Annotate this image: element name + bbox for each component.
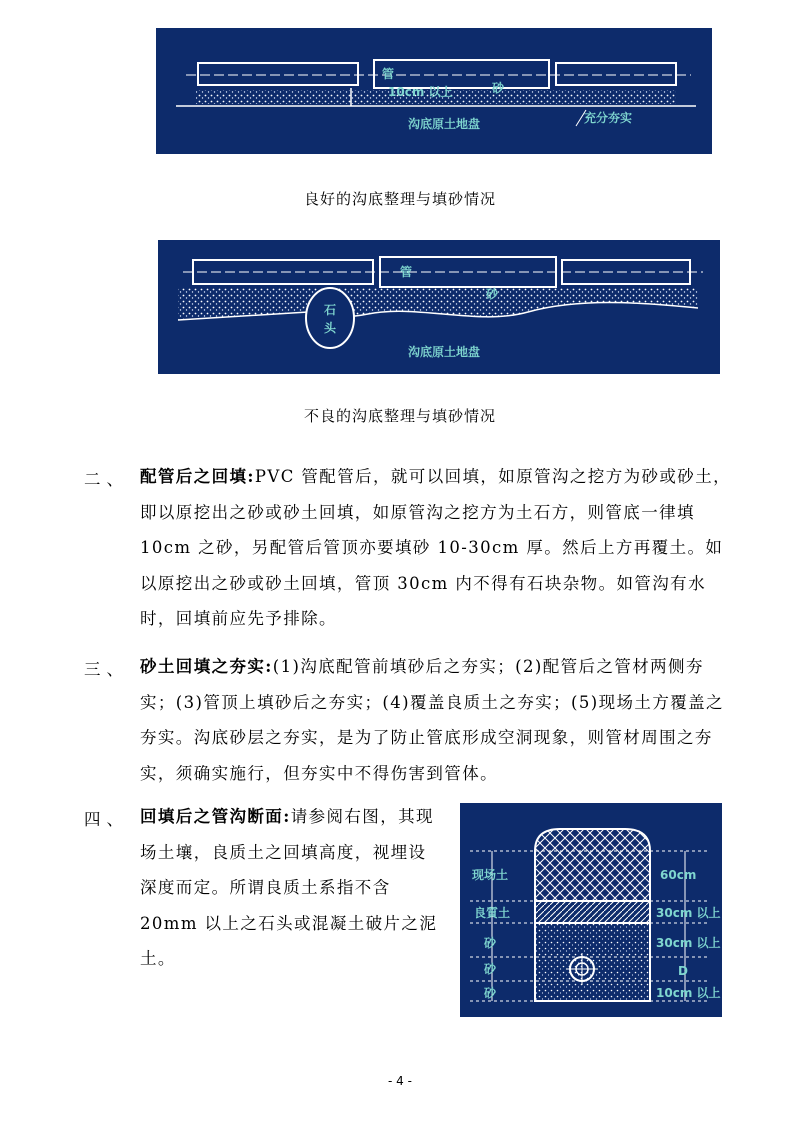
label-compact: 充分夯实 [584,111,633,125]
label-site-soil: 现场土 [472,868,509,882]
section-4-marker: 四、 [84,810,129,829]
section-2-heading: 配管后之回填: [140,467,255,486]
label-30cm-b: 30cm 以上 [656,936,721,950]
cross-section-diagram [460,803,722,1017]
label-sand: 砂 [486,287,499,301]
section-4-heading: 回填后之管沟断面: [140,807,291,826]
pipe-segment-right [556,63,676,85]
section-2-paragraph [140,459,732,637]
caption-poor: 不良的沟底整理与填砂情况 [303,407,496,425]
figure-trench-cross-section [460,803,722,1017]
label-10cm: 10cm 以上 [656,986,721,1000]
label-sand: 砂 [492,81,505,95]
label-good-soil: 良質土 [474,906,511,920]
section-3-marker: 三、 [84,660,129,679]
label-sand-1: 砂 [484,936,497,950]
poor-trench-diagram [158,240,720,374]
good-trench-diagram [156,28,712,154]
section-2-marker: 二、 [84,470,129,489]
section-4-paragraph [140,799,440,977]
label-pipe: 管 [382,67,395,81]
label-ground: 沟底原土地盘 [408,117,481,131]
pipe-segment-middle [374,60,549,88]
label-stone-2: 头 [324,321,337,335]
label-stone-1: 石 [324,303,337,317]
section-2-body: PVC 管配管后，就可以回填，如原管沟之挖方为砂或砂土，即以原挖出之砂或砂土回填，如原管沟之挖方为土石方，则管底一律填 10cm 之砂，另配管后管顶亦要填砂 10-30cm 厚。然后上方再覆土。如以原挖出之砂或砂土回填，管顶 30cm 内不得有石块杂物。如管沟有水时，回填前应先予排除。 [140,467,731,628]
good-soil-layer [535,901,650,923]
section-4-body: 请参阅右图，其现场土壤，良质土之回填高度，视埋设深度而定。所谓良质土系指不含 20mm 以上之石头或混凝土破片之泥土。 [140,807,438,968]
section-3-heading: 砂土回填之夯实: [140,657,273,676]
page-number: - 4 - [388,1074,412,1088]
site-soil-layer [535,829,650,901]
stone [306,288,354,348]
figure-poor-trench [158,240,720,374]
caption-good: 良好的沟底整理与填砂情况 [303,190,496,208]
label-pipe: 管 [400,265,413,279]
figure-good-trench [156,28,712,154]
label-d: D [678,964,688,978]
section-3-body: (1)沟底配管前填砂后之夯实；(2)配管后之管材两侧夯实；(3)管顶上填砂后之夯实；(4)覆盖良质土之夯实；(5)现场土方覆盖之夯实。沟底砂层之夯实，是为了防止管底形成空洞现象，则管材周围之夯实，须确实施行，但夯实中不得伤害到管体。 [140,657,724,783]
label-ground: 沟底原土地盘 [408,345,481,359]
label-sand-3: 砂 [484,986,497,1000]
pipe-segment-left [198,63,358,85]
label-60cm: 60cm [660,868,697,882]
section-3-paragraph [140,649,732,791]
label-30cm-a: 30cm 以上 [656,906,721,920]
label-10cm: 10cm 以上 [388,85,453,99]
label-sand-2: 砂 [484,962,497,976]
